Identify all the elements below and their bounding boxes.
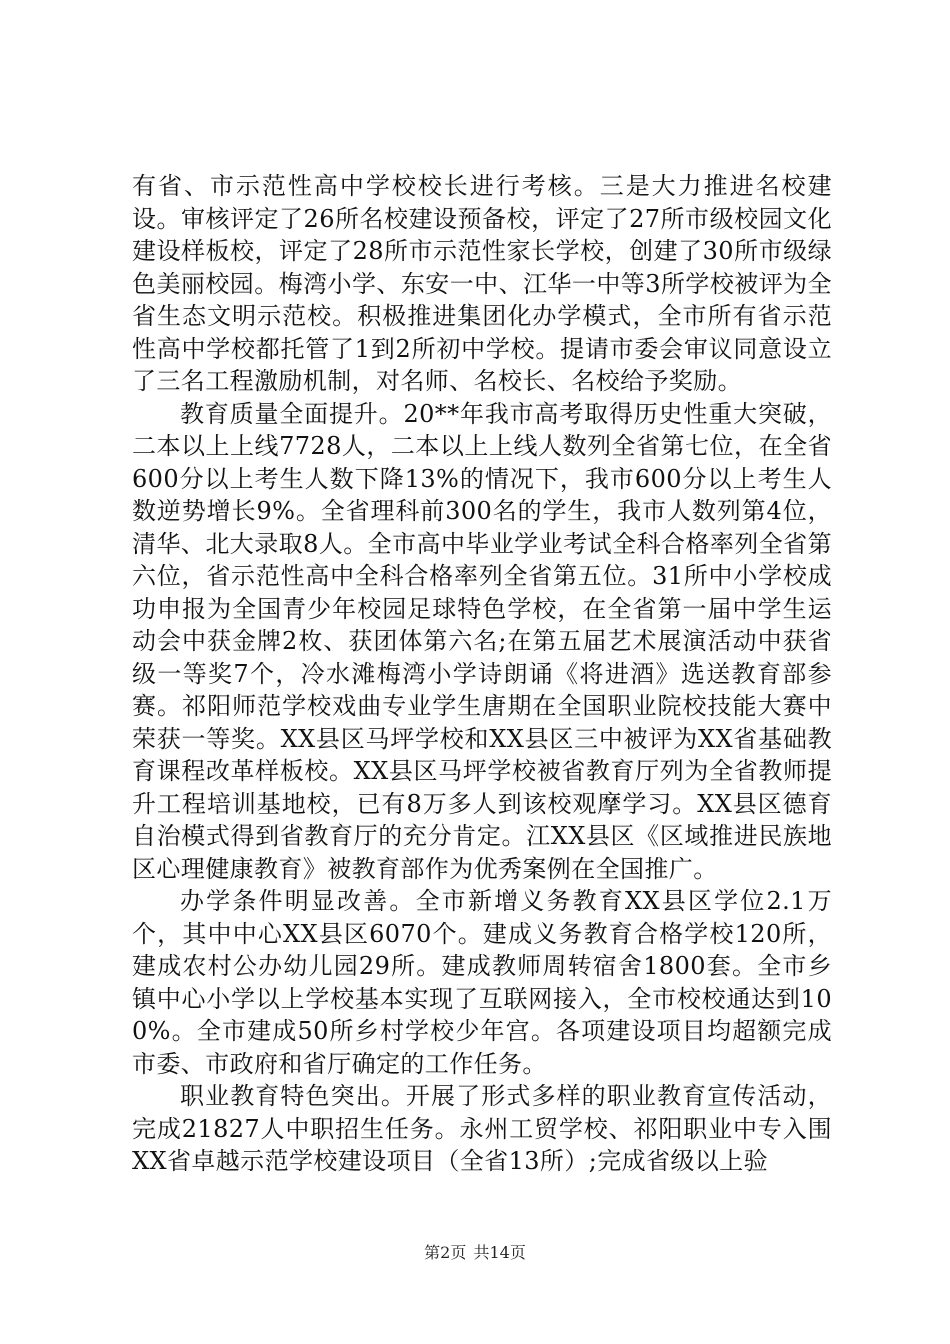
document-body [132,170,832,1178]
page-footer [0,1243,950,1263]
paragraph-3: 办学条件明显改善。全市新增义务教育XX县区学位2.1万个，其中中心XX县区6070个。建成义务教育合格学校120所，建成农村公办幼儿园29所。建成教师周转宿舍1800套。全市乡镇中心小学以上学校基本实现了互联网接入，全市校校通达到100%。全市建成50所乡村学校少年宫。各项建设项目均超额完成市委、市政府和省厅确定的工作任务。 [132,887,832,1078]
paragraph-2: 教育质量全面提升。20**年我市高考取得历史性重大突破，二本以上上线7728人，二本以上上线人数列全省第七位，在全省600分以上考生人数下降13%的情况下，我市600分以上考生人数逆势增长9%。全省理科前300名的学生，我市人数列第4位，清华、北大录取8人。全市高中毕业学业考试全科合格率列全省第六位，省示范性高中全科合格率列全省第五位。31所中小学校成功申报为全国青少年校园足球特色学校，在全省第一届中学生运动会中获金牌2枚、获团体第六名;在第五届艺术展演活动中获省级一等奖7个，冷水滩梅湾小学诗朗诵《将进酒》选送教育部参赛。祁阳师范学校戏曲专业学生唐期在全国职业院校技能大赛中荣获一等奖。XX县区马坪学校和XX县区三中被评为XX省基础教育课程改革样板校。XX县区马坪学校被省教育厅列为全省教师提升工程培训基地校，已有8万多人到该校观摩学习。XX县区德育自治模式得到省教育厅的充分肯定。江XX县区《区域推进民族地区心理健康教育》被教育部作为优秀案例在全国推广。 [132,399,832,883]
paragraph-1: 有省、市示范性高中学校校长进行考核。三是大力推进名校建设。审核评定了26所名校建设预备校，评定了27所市级校园文化建设样板校，评定了28所市示范性家长学校，创建了30所市级绿色美丽校园。梅湾小学、东安一中、江华一中等3所学校被评为全省生态文明示范校。积极推进集团化办学模式，全市所有省示范性高中学校都托管了1到2所初中学校。提请市委会审议同意设立了三名工程激励机制，对名师、名校长、名校给予奖励。 [132,172,832,395]
paragraph-4: 职业教育特色突出。开展了形式多样的职业教育宣传活动，完成21827人中职招生任务。永州工贸学校、祁阳职业中专入围XX省卓越示范学校建设项目（全省13所）;完成省级以上验 [132,1082,832,1175]
page-total: 共14页 [473,1243,526,1262]
page-number: 第2页 [424,1243,467,1262]
